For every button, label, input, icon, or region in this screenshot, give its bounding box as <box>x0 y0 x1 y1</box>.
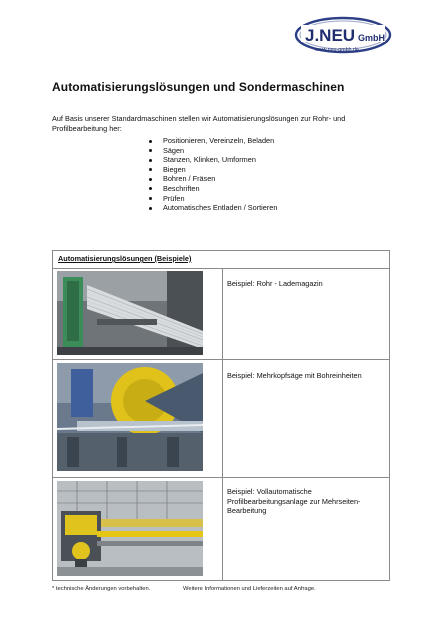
process-list <box>148 136 277 213</box>
list-item: Biegen <box>148 165 277 175</box>
photo-tube-loading-magazine <box>57 271 203 355</box>
list-item: Stanzen, Klinken, Umformen <box>148 155 277 165</box>
examples-table <box>52 250 390 581</box>
list-item: Positionieren, Vereinzeln, Beladen <box>148 136 277 146</box>
caption: Beispiel: Mehrkopfsäge mit Bohreinheiten <box>227 371 362 380</box>
photo-multi-head-saw <box>57 363 203 471</box>
logo-suffix: GmbH <box>358 33 385 43</box>
footnote-right: Weitere Informationen und Lieferzeiten auf Anfrage. <box>183 586 316 592</box>
caption: Beispiel: Rohr - Lademagazin <box>227 279 323 288</box>
column-divider <box>222 268 223 580</box>
footnote-left: * technische Änderungen vorbehalten. <box>52 586 151 592</box>
list-item: Bohren / Fräsen <box>148 174 277 184</box>
list-item: Prüfen <box>148 194 277 204</box>
table-header-label: Automatisierungslösungen (Beispiele) <box>58 254 192 263</box>
list-item: Sägen <box>148 146 277 156</box>
page-title: Automatisierungslösungen und Sondermaschinen <box>52 80 345 94</box>
company-logo <box>293 14 393 58</box>
list-item: Automatisches Entladen / Sortieren <box>148 203 277 213</box>
row-divider <box>53 477 389 478</box>
table-header <box>53 251 389 269</box>
logo-name: J.NEU <box>305 26 356 45</box>
logo-website: www.neu-gmbh.de <box>315 47 359 53</box>
intro-text: Auf Basis unserer Standardmaschinen stellen wir Automatisierungslösungen zur Rohr- und Profilbearbeitung her: <box>52 114 346 133</box>
caption: Beispiel: Vollautomatische Profilbearbeitungsanlage zur Mehrseiten-Bearbeitung <box>227 487 361 515</box>
photo-profile-machining-line <box>57 481 203 576</box>
row-divider <box>53 359 389 360</box>
list-item: Beschriften <box>148 184 277 194</box>
